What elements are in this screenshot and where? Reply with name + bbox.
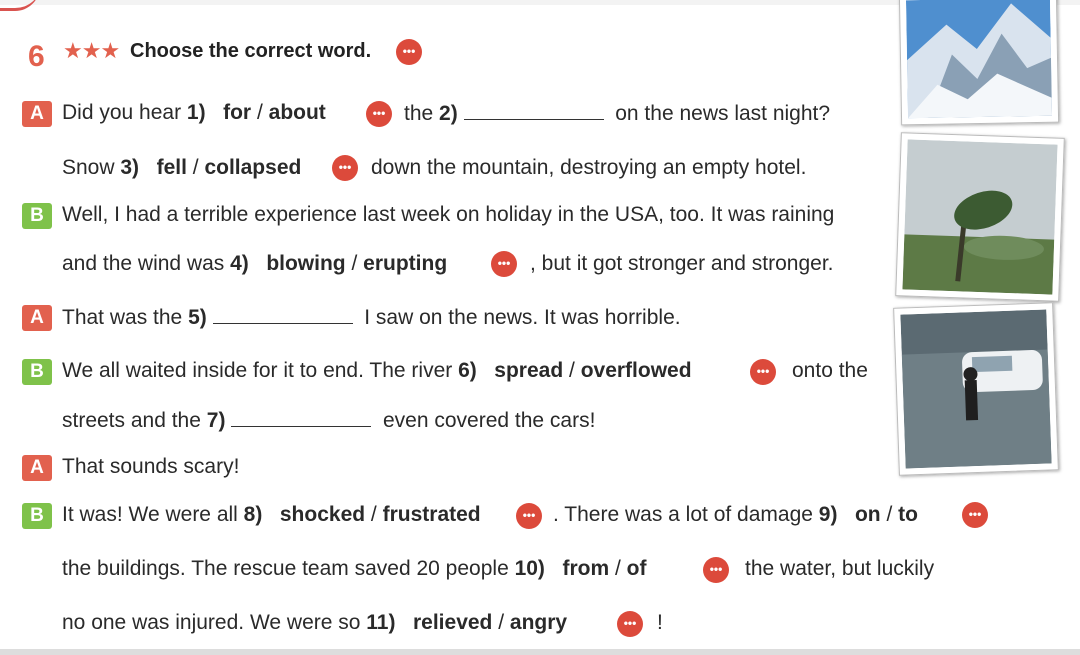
more-options-icon[interactable]: •••	[750, 359, 776, 385]
choice-from[interactable]: from	[562, 557, 610, 580]
speaker-b-badge: B	[22, 203, 52, 229]
photo-flood	[893, 302, 1059, 475]
choice-about[interactable]: about	[268, 101, 326, 124]
more-options-icon[interactable]: •••	[962, 502, 988, 528]
dialogue-line-1: Did you hear 1) for / about	[62, 101, 326, 124]
answer-blank-5[interactable]	[213, 305, 353, 324]
dialogue-line-9-cont: . There was a lot of damage 9) on / to	[553, 503, 918, 526]
bottom-border	[0, 649, 1080, 655]
more-options-icon[interactable]: •••	[491, 251, 517, 277]
speaker-b-badge: B	[22, 503, 52, 529]
dialogue-line-6-cont: onto the	[792, 359, 868, 382]
dialogue-line-11: no one was injured. We were so 11) relieved / angry	[62, 611, 568, 634]
dialogue-line-4-cont: , but it got stronger and stronger.	[530, 252, 834, 275]
dialogue-line-7: streets and the 7) even covered the cars!	[62, 409, 596, 432]
photo-storm	[895, 132, 1065, 302]
photo-avalanche	[899, 0, 1059, 125]
speaker-b-badge: B	[22, 359, 52, 385]
answer-blank-7[interactable]	[231, 408, 371, 427]
choice-collapsed[interactable]: collapsed	[204, 156, 302, 179]
choice-fell[interactable]: fell	[156, 156, 187, 179]
choice-blowing[interactable]: blowing	[266, 252, 346, 275]
speaker-a-badge: A	[22, 101, 52, 127]
choice-angry[interactable]: angry	[509, 611, 568, 634]
dialogue-line-10: the buildings. The rescue team saved 20 people 10) from / of	[62, 557, 647, 580]
choice-erupting[interactable]: erupting	[363, 252, 448, 275]
corner-decoration	[0, 0, 40, 11]
difficulty-stars: ★★★	[63, 38, 120, 63]
more-options-icon[interactable]: •••	[332, 155, 358, 181]
choice-of[interactable]: of	[626, 557, 647, 580]
more-options-icon[interactable]: •••	[366, 101, 392, 127]
dialogue-line-8: That sounds scary!	[62, 455, 240, 478]
choice-for[interactable]: for	[223, 101, 252, 124]
more-options-icon[interactable]: •••	[703, 557, 729, 583]
more-options-icon[interactable]: •••	[396, 39, 422, 65]
more-options-icon[interactable]: •••	[617, 611, 643, 637]
mountain-image	[906, 0, 1052, 118]
dialogue-line-9: It was! We were all 8) shocked / frustrated	[62, 503, 481, 526]
dialogue-line-10-cont: the water, but luckily	[745, 557, 935, 580]
dialogue-line-1-cont: the 2) on the news last night?	[404, 102, 831, 125]
choice-shocked[interactable]: shocked	[279, 503, 366, 526]
speaker-a-badge: A	[22, 305, 52, 331]
exercise-number: 6	[28, 40, 45, 73]
speaker-a-badge: A	[22, 455, 52, 481]
dialogue-line-2-cont: down the mountain, destroying an empty hotel.	[371, 156, 807, 179]
choice-relieved[interactable]: relieved	[413, 611, 493, 634]
dialogue-line-5: That was the 5) I saw on the news. It was horrible.	[62, 306, 681, 329]
dialogue-line-3: Well, I had a terrible experience last week on holiday in the USA, too. It was raining	[62, 203, 835, 226]
dialogue-line-6: We all waited inside for it to end. The river 6) spread / overflowed	[62, 359, 692, 382]
dialogue-line-2: Snow 3) fell / collapsed	[62, 156, 302, 179]
choice-frustrated[interactable]: frustrated	[382, 503, 481, 526]
dialogue-line-11-cont: !	[657, 611, 663, 634]
more-options-icon[interactable]: •••	[516, 503, 542, 529]
choice-overflowed[interactable]: overflowed	[580, 359, 692, 382]
choice-on[interactable]: on	[854, 503, 881, 526]
choice-to[interactable]: to	[898, 503, 918, 526]
storm-image	[902, 139, 1057, 294]
exercise-instruction: Choose the correct word.	[130, 40, 372, 62]
choice-spread[interactable]: spread	[494, 359, 564, 382]
answer-blank-2[interactable]	[464, 101, 604, 120]
flood-image	[900, 309, 1051, 468]
dialogue-line-4: and the wind was 4) blowing / erupting	[62, 252, 448, 275]
